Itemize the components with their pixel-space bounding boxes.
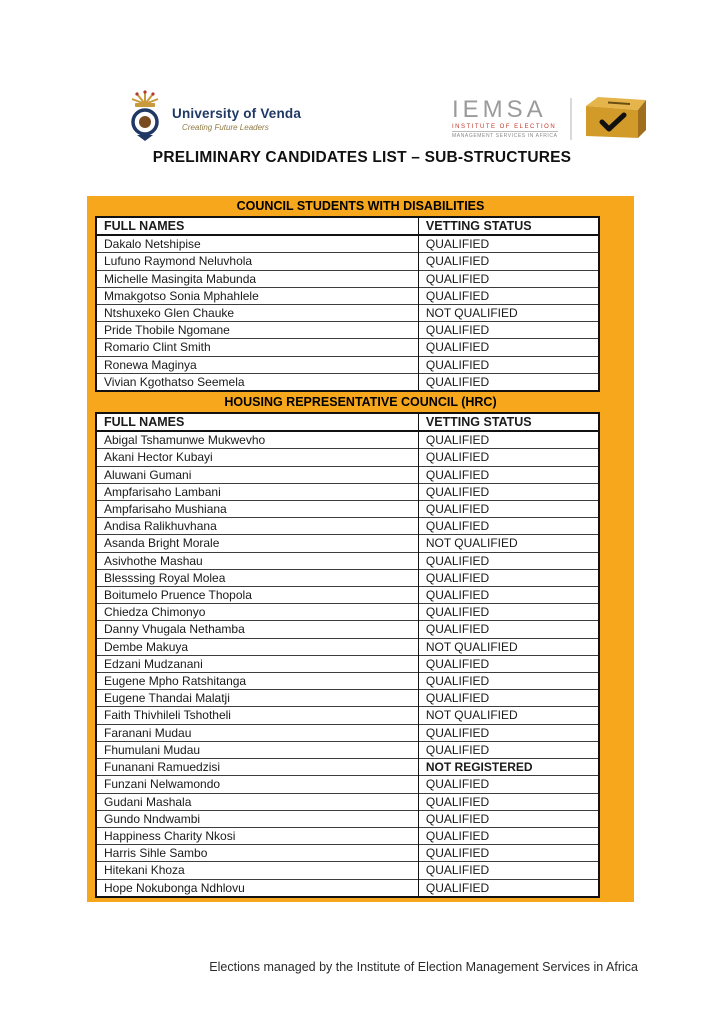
candidate-name-cell: Andisa Ralikhuvhana [96, 518, 418, 535]
candidate-name-cell: Lufuno Raymond Neluvhola [96, 253, 418, 270]
candidate-name-cell: Akani Hector Kubayi [96, 449, 418, 466]
table-row [96, 235, 599, 253]
vetting-status-cell: QUALIFIED [418, 552, 599, 569]
vetting-status-cell: QUALIFIED [418, 879, 599, 897]
candidate-name-cell: Funzani Nelwamondo [96, 776, 418, 793]
univen-logo [126, 90, 301, 147]
vetting-status-cell: QUALIFIED [418, 373, 599, 391]
candidates-table [95, 216, 600, 392]
vetting-status-cell: NOT QUALIFIED [418, 638, 599, 655]
vetting-status-cell: QUALIFIED [418, 569, 599, 586]
vetting-status-cell: QUALIFIED [418, 431, 599, 449]
iemsa-acronym: IEMSA [452, 96, 547, 123]
table-row [96, 431, 599, 449]
candidate-name-cell: Gudani Mashala [96, 793, 418, 810]
vetting-status-cell: QUALIFIED [418, 322, 599, 339]
table-row [96, 552, 599, 569]
candidate-name-cell: Gundo Nndwambi [96, 810, 418, 827]
vetting-status-cell: QUALIFIED [418, 655, 599, 672]
ballot-box-icon [584, 92, 650, 145]
vetting-status-cell: QUALIFIED [418, 862, 599, 879]
table-row [96, 621, 599, 638]
candidate-name-cell: Harris Sihle Sambo [96, 845, 418, 862]
candidate-name-cell: Fhumulani Mudau [96, 741, 418, 758]
table-row [96, 270, 599, 287]
vetting-status-cell: QUALIFIED [418, 253, 599, 270]
table-row [96, 638, 599, 655]
candidate-name-cell: Vivian Kgothatso Seemela [96, 373, 418, 391]
vetting-status-cell: QUALIFIED [418, 673, 599, 690]
table-row [96, 862, 599, 879]
candidate-name-cell: Pride Thobile Ngomane [96, 322, 418, 339]
table-row [96, 845, 599, 862]
vetting-status-cell: NOT QUALIFIED [418, 305, 599, 322]
candidates-tables-block [87, 196, 634, 902]
table-row [96, 322, 599, 339]
vetting-status-cell: NOT QUALIFIED [418, 707, 599, 724]
candidate-name-cell: Faith Thivhileli Tshotheli [96, 707, 418, 724]
vetting-status-cell: QUALIFIED [418, 235, 599, 253]
vetting-status-column-header: VETTING STATUS [418, 217, 599, 235]
candidate-name-cell: Blesssing Royal Molea [96, 569, 418, 586]
vetting-status-cell: QUALIFIED [418, 604, 599, 621]
table-row [96, 501, 599, 518]
table-row [96, 655, 599, 672]
vetting-status-cell: QUALIFIED [418, 356, 599, 373]
table-row [96, 356, 599, 373]
table-row [96, 518, 599, 535]
candidate-name-cell: Faranani Mudau [96, 724, 418, 741]
candidate-name-cell: Eugene Mpho Ratshitanga [96, 673, 418, 690]
candidate-name-cell: Happiness Charity Nkosi [96, 827, 418, 844]
table-header-row [96, 413, 599, 431]
table-row [96, 793, 599, 810]
table-row [96, 690, 599, 707]
table-row [96, 741, 599, 758]
vetting-status-cell: QUALIFIED [418, 501, 599, 518]
table-row [96, 466, 599, 483]
table-row [96, 587, 599, 604]
footer-note: Elections managed by the Institute of Election Management Services in Africa [209, 960, 638, 974]
vetting-status-cell: QUALIFIED [418, 587, 599, 604]
candidate-name-cell: Romario Clint Smith [96, 339, 418, 356]
vetting-status-cell: QUALIFIED [418, 483, 599, 500]
vetting-status-cell: QUALIFIED [418, 724, 599, 741]
candidate-name-cell: Hitekani Khoza [96, 862, 418, 879]
table-row [96, 707, 599, 724]
vetting-status-cell: QUALIFIED [418, 287, 599, 304]
candidate-name-cell: Hope Nokubonga Ndhlovu [96, 879, 418, 897]
vetting-status-cell: QUALIFIED [418, 776, 599, 793]
table-row [96, 253, 599, 270]
table-row [96, 827, 599, 844]
iemsa-subtitle-line2: MANAGEMENT SERVICES IN AFRICA [452, 133, 558, 139]
candidate-name-cell: Asivhothe Mashau [96, 552, 418, 569]
table-row [96, 535, 599, 552]
section-header-band: HOUSING REPRESENTATIVE COUNCIL (HRC) [87, 392, 634, 412]
table-row [96, 287, 599, 304]
table-row [96, 373, 599, 391]
vetting-status-cell: QUALIFIED [418, 466, 599, 483]
iemsa-subtitle-line1: INSTITUTE OF ELECTION [452, 124, 557, 130]
candidate-name-cell: Ronewa Maginya [96, 356, 418, 373]
vetting-status-cell: NOT REGISTERED [418, 759, 599, 776]
table-header-row [96, 217, 599, 235]
table-row [96, 810, 599, 827]
candidate-name-cell: Abigal Tshamunwe Mukwevho [96, 431, 418, 449]
full-names-column-header: FULL NAMES [96, 217, 418, 235]
vetting-status-cell: QUALIFIED [418, 793, 599, 810]
table-row [96, 879, 599, 897]
candidate-name-cell: Michelle Masingita Mabunda [96, 270, 418, 287]
vetting-status-cell: QUALIFIED [418, 741, 599, 758]
table-row [96, 604, 599, 621]
vetting-status-cell: NOT QUALIFIED [418, 535, 599, 552]
candidate-name-cell: Chiedza Chimonyo [96, 604, 418, 621]
vetting-status-cell: QUALIFIED [418, 518, 599, 535]
table-row [96, 449, 599, 466]
candidate-name-cell: Asanda Bright Morale [96, 535, 418, 552]
vetting-status-column-header: VETTING STATUS [418, 413, 599, 431]
vetting-status-cell: QUALIFIED [418, 810, 599, 827]
candidate-name-cell: Funanani Ramuedzisi [96, 759, 418, 776]
vetting-status-cell: QUALIFIED [418, 621, 599, 638]
table-row [96, 724, 599, 741]
candidate-name-cell: Aluwani Gumani [96, 466, 418, 483]
full-names-column-header: FULL NAMES [96, 413, 418, 431]
logo-divider [570, 98, 572, 140]
candidate-name-cell: Dakalo Netshipise [96, 235, 418, 253]
table-row [96, 759, 599, 776]
candidate-name-cell: Edzani Mudzanani [96, 655, 418, 672]
candidate-name-cell: Boitumelo Pruence Thopola [96, 587, 418, 604]
candidate-name-cell: Ntshuxeko Glen Chauke [96, 305, 418, 322]
univen-tagline: Creating Future Leaders [182, 122, 269, 132]
candidate-name-cell: Ampfarisaho Lambani [96, 483, 418, 500]
table-row [96, 776, 599, 793]
candidate-name-cell: Ampfarisaho Mushiana [96, 501, 418, 518]
table-row [96, 305, 599, 322]
univen-crest-icon [126, 90, 164, 147]
candidate-name-cell: Eugene Thandai Malatji [96, 690, 418, 707]
candidate-name-cell: Dembe Makuya [96, 638, 418, 655]
vetting-status-cell: QUALIFIED [418, 270, 599, 287]
page-title: PRELIMINARY CANDIDATES LIST – SUB-STRUCTURES [152, 149, 572, 166]
vetting-status-cell: QUALIFIED [418, 690, 599, 707]
table-row [96, 673, 599, 690]
vetting-status-cell: QUALIFIED [418, 449, 599, 466]
vetting-status-cell: QUALIFIED [418, 827, 599, 844]
vetting-status-cell: QUALIFIED [418, 845, 599, 862]
vetting-status-cell: QUALIFIED [418, 339, 599, 356]
table-row [96, 339, 599, 356]
section-header-band: COUNCIL STUDENTS WITH DISABILITIES [87, 196, 634, 216]
candidate-name-cell: Mmakgotso Sonia Mphahlele [96, 287, 418, 304]
univen-name: University of Venda [172, 105, 302, 121]
table-row [96, 483, 599, 500]
iemsa-logo [452, 92, 650, 145]
candidate-name-cell: Danny Vhugala Nethamba [96, 621, 418, 638]
table-row [96, 569, 599, 586]
candidates-table [95, 412, 600, 898]
